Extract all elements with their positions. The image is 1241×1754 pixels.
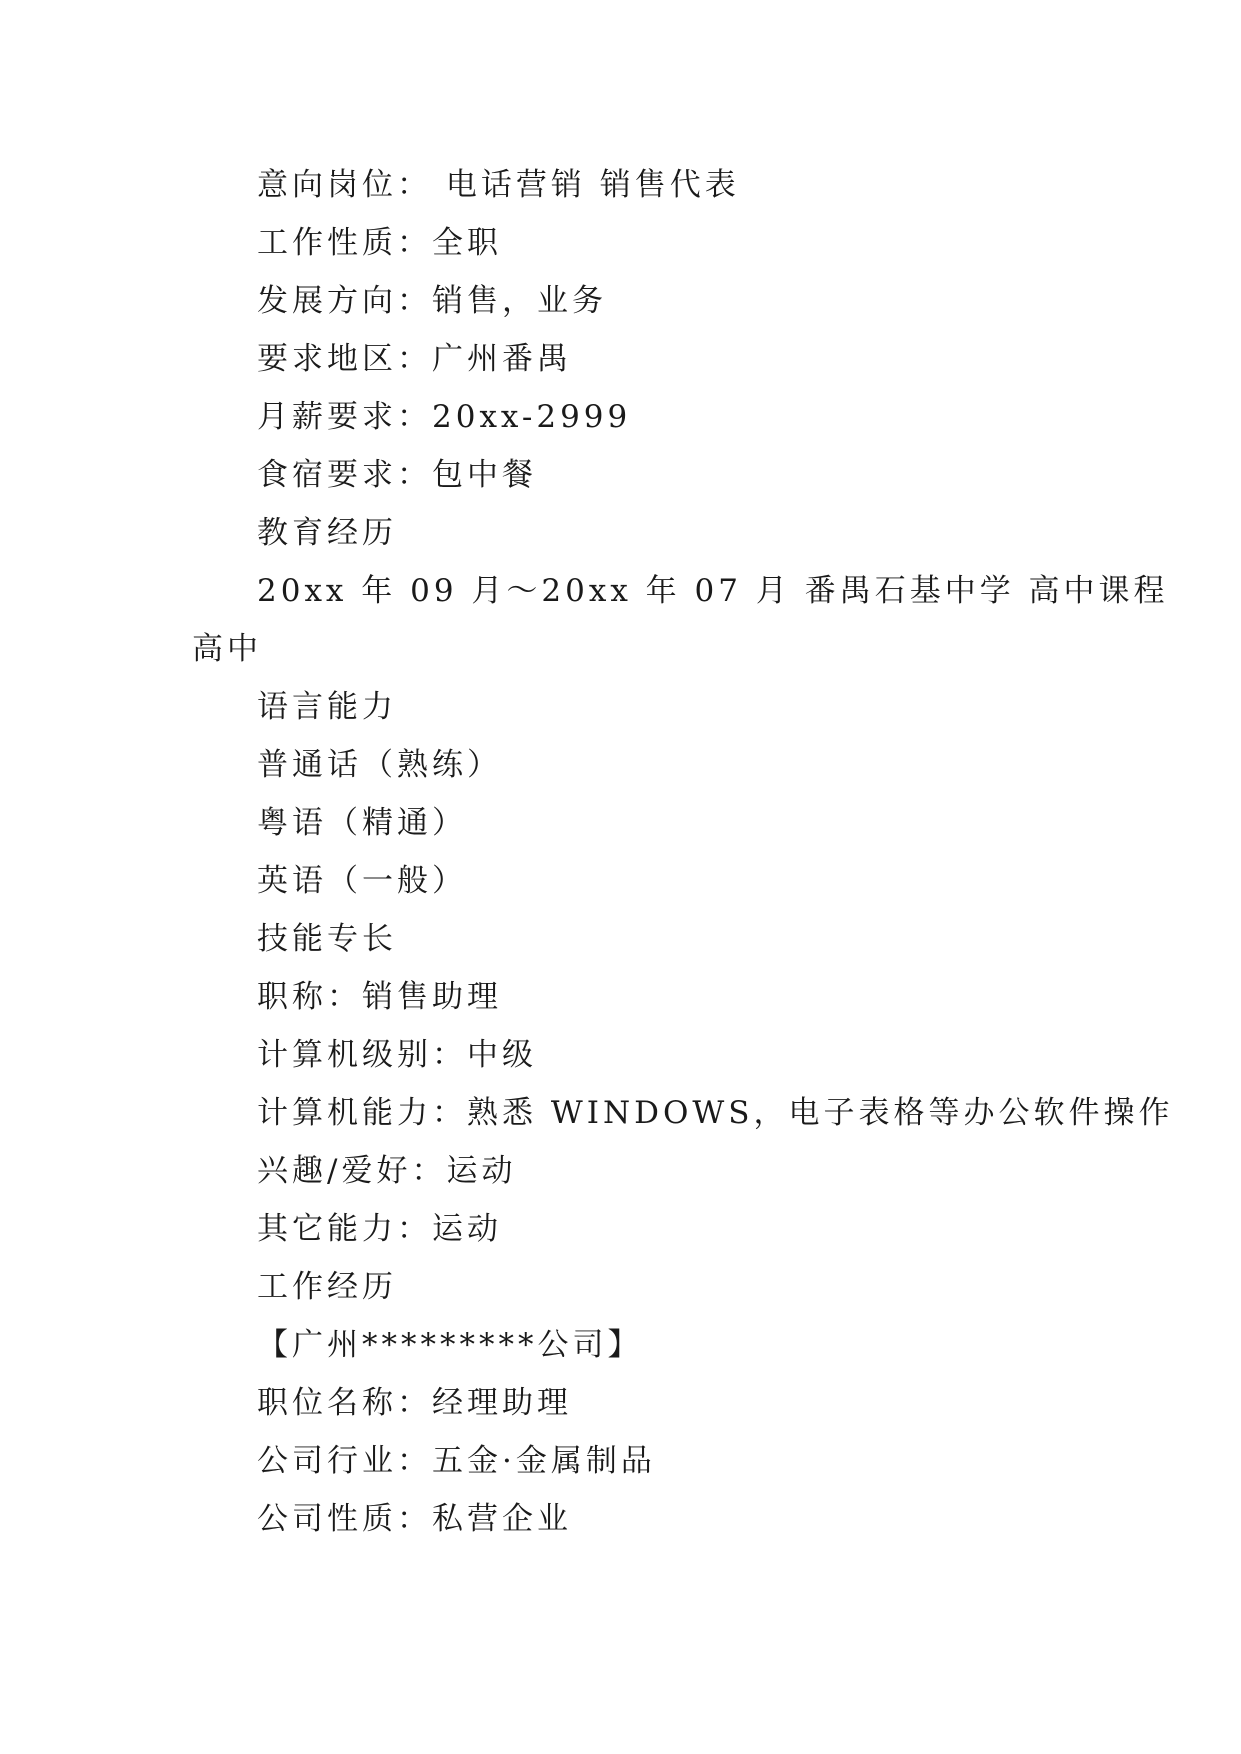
education-entry-continuation: 高中 [192,631,262,667]
job-title: 职位名称：经理助理 [257,1385,572,1421]
education-entry: 20xx 年 09 月～20xx 年 07 月 番禺石基中学 高中课程 [257,573,1169,609]
salary-expectation: 月薪要求：20xx-2999 [257,399,632,435]
accommodation-requirement: 食宿要求：包中餐 [257,457,537,493]
job-type: 工作性质：全职 [257,225,502,261]
skills-heading: 技能专长 [257,921,397,957]
professional-title: 职称：销售助理 [257,979,502,1015]
language-cantonese: 粤语（精通） [257,805,467,841]
career-direction: 发展方向：销售，业务 [257,283,607,319]
desired-region: 要求地区：广州番禺 [257,341,572,377]
language-heading: 语言能力 [257,689,397,725]
computer-ability: 计算机能力：熟悉 WINDOWS，电子表格等办公软件操作 [257,1095,1174,1131]
company-name: 【广州*********公司】 [257,1327,643,1363]
computer-level: 计算机级别：中级 [257,1037,537,1073]
company-type: 公司性质：私营企业 [257,1501,572,1537]
company-industry: 公司行业：五金·金属制品 [257,1443,656,1479]
intended-position: 意向岗位： 电话营销 销售代表 [257,167,740,203]
other-abilities: 其它能力：运动 [257,1211,502,1247]
hobbies: 兴趣/爱好：运动 [257,1153,517,1189]
work-experience-heading: 工作经历 [257,1269,397,1305]
education-heading: 教育经历 [257,515,397,551]
language-mandarin: 普通话（熟练） [257,747,502,783]
language-english: 英语（一般） [257,863,467,899]
